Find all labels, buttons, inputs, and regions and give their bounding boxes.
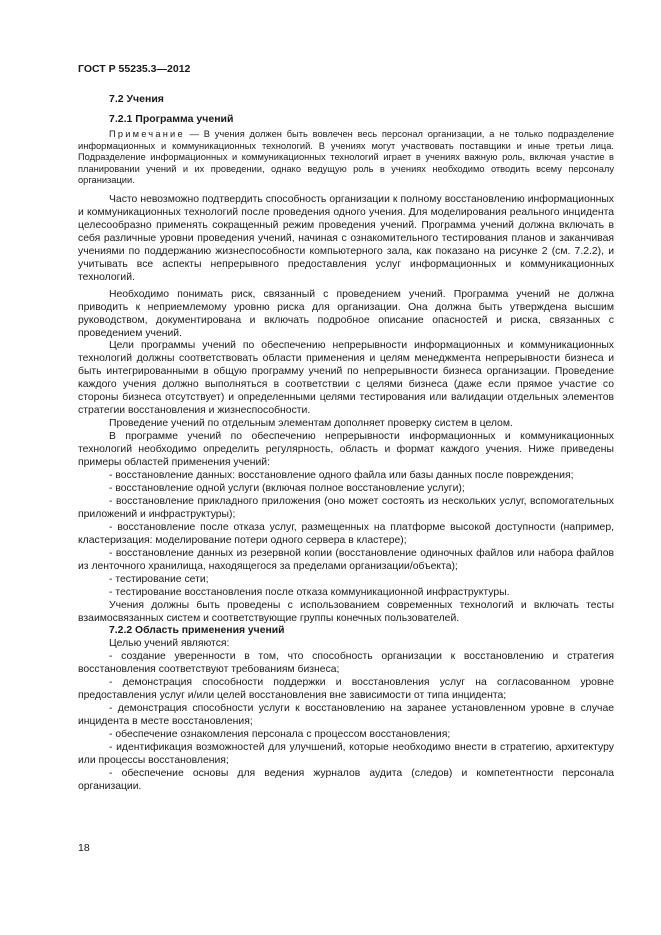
paragraph: Цели программы учений по обеспечению непрерывности информационных и коммуникационных технологий должны соответствовать области применения и целям менеджмента непрерывности бизнеса и быть интегрированными в общую программу учений по непрерывности бизнеса организации. Проведение каждого учения должно выполняться в соответствии с целями бизнеса (даже если прямое участие со стороны бизнеса отсутствует) и определенными целями тестирования или валидации отдельных элементов стратегии восстановления и жизнеспособности.	[78, 340, 614, 417]
list-item: - восстановление данных из резервной копии (восстановление одиночных файлов или набора файлов из ленточного хранилища, находящегося за пределами организации/объекта);	[78, 547, 614, 572]
list-item: - демонстрация способности услуги к восстановлению на заранее установленном уровне в случае инцидента в месте восстановления;	[78, 703, 614, 728]
paragraph: В программе учений по обеспечению непрерывности информационных и коммуникационных технологий необходимо определить регулярность, область и формат каждого учения. Ниже приведены примеры областей применения учений:	[78, 431, 614, 469]
paragraph: Учения должны быть проведены с использованием современных технологий и включать тесты взаимосвязанных систем и соответствующие группы конечных пользователей.	[78, 599, 614, 624]
list-item: - тестирование восстановления после отказа коммуникационной инфраструктуры.	[109, 586, 510, 598]
document-header: ГОСТ Р 55235.3—2012	[78, 63, 191, 75]
paragraph: Необходимо понимать риск, связанный с проведением учений. Программа учений не должна приводить к неприемлемому уровню риска для организации. Она должна быть утверждена высшим руководством, документирована и включать подробное описание опасностей и риска, связанных с проведением учений.	[78, 288, 614, 339]
list-item: - восстановление прикладного приложения (оно может состоять из нескольких услуг, вспомогательных приложений и инфраструктуры);	[78, 495, 614, 520]
paragraph: Целью учений являются:	[109, 638, 230, 650]
subsection-heading: 7.2.1 Программа учений	[109, 113, 234, 125]
list-item: - тестирование сети;	[109, 573, 209, 585]
paragraph: Проведение учений по отдельным элементам дополняет проверку систем в целом.	[109, 418, 513, 430]
note-label: Примечание	[109, 129, 185, 139]
subsection-heading-2: 7.2.2 Область применения учений	[109, 625, 285, 637]
list-item: - восстановление после отказа услуг, размещенных на платформе высокой доступности (например, кластеризация: моделирование потери одного сервера в кластере);	[78, 521, 614, 546]
list-item: - создание уверенности в том, что способность организации к восстановлению и стратегия восстановления соответствуют требованиям бизнеса;	[78, 651, 614, 676]
list-item: - идентификация возможностей для улучшений, которые необходимо внести в стратегию, архитектуру или процессы восстановления;	[78, 742, 614, 766]
note-paragraph	[78, 129, 614, 187]
body-text	[78, 194, 614, 794]
list-item: - обеспечение основы для ведения журналов аудита (следов) и компетентности персонала организации.	[78, 767, 614, 792]
section-heading: 7.2 Учения	[109, 93, 164, 105]
list-item: - восстановление одной услуги (включая полное восстановление услуги);	[109, 482, 465, 494]
paragraph: Часто невозможно подтвердить способность организации к полному восстановлению информационных и коммуникационных технологий после проведения одного учения. Для моделирования реального инцидента целесообразно применять сокращенный режим проведения учений. Программа учений должна включать в себя различные уровни проведения учений, начиная с ознакомительного тестирования планов и заканчивая учениями по поддержанию жизнеспособности компьютерного зала, как показано на рисунке 2 (см. 7.2.2), и учитывать все аспекты непрерывного предоставления услуг информационных и коммуникационных технологий.	[78, 194, 614, 283]
list-item: - демонстрация способности поддержки и восстановления услуг на согласованном уровне предоставления услуг и/или целей восстановления вне зависимости от типа инцидента;	[78, 677, 614, 702]
page-number: 18	[78, 842, 90, 854]
note-text: — В учения должен быть вовлечен весь персонал организации, а не только подразделение информационных и коммуникационных технологий. В учениях могут участвовать поставщики и иные третьи лица. Подразделение информационных и коммуникационных технологий играет в учениях важную роль, включая участие в планировании учений и их проведении, однако ведущую роль в учениях необходимо отводить всему персоналу организации.	[78, 129, 614, 186]
list-item: - восстановление данных: восстановление одного файла или базы данных после повреждения;	[109, 470, 574, 482]
list-item: - обеспечение ознакомления персонала с процессом восстановления;	[109, 729, 451, 741]
